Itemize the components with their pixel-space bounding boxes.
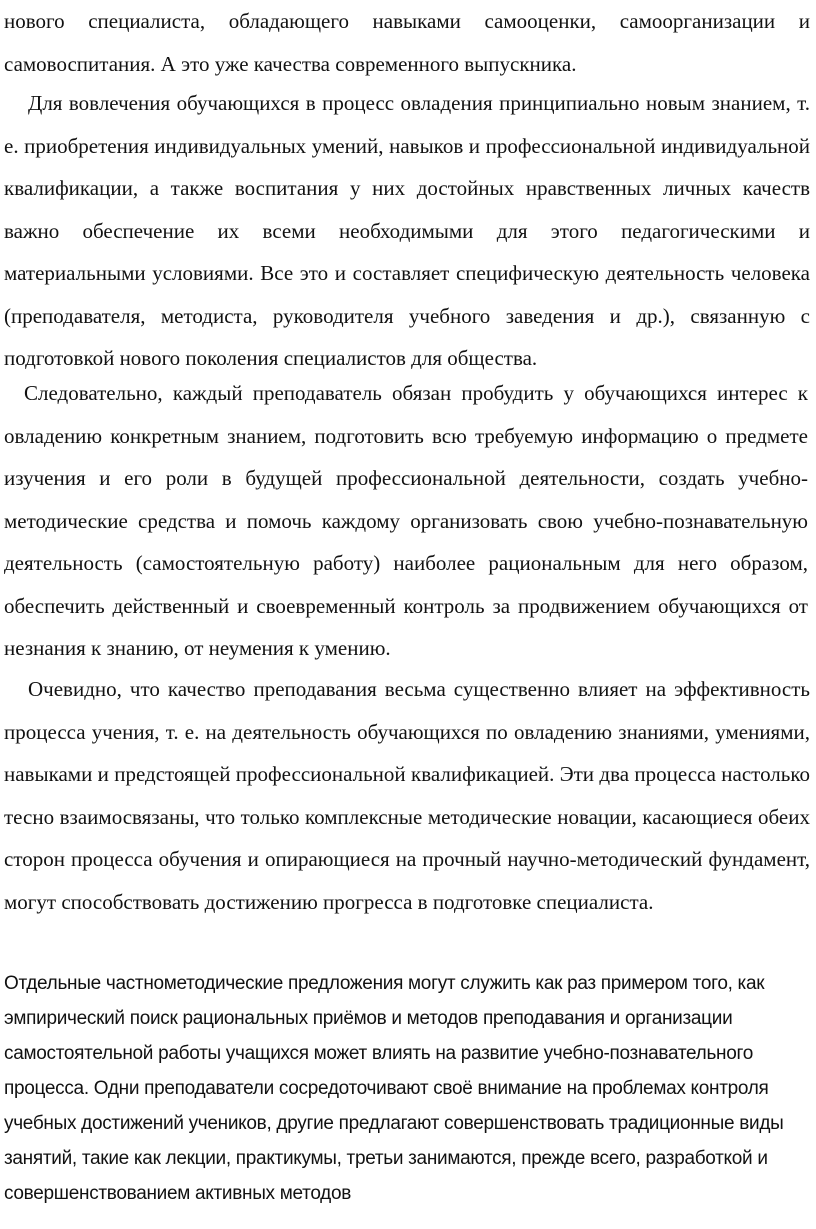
paragraph-5: Отдельные частнометодические предложения могут служить как раз примером того, как эмпирический поиск рациональных приёмов и методов преподавания и организации самостоятельной работы учащихся может влиять на развитие учебно-познавательного процесса. Одни преподаватели сосредоточивают своё внимание на проблемах контроля учебных достижений учеников, другие предлагают совершенствовать традиционные виды занятий, такие как лекции, практикумы, третьи занимаются, прежде всего, разработкой и совершенствованием активных методов bbox=[4, 973, 784, 1204]
paragraph-4: Очевидно, что качество преподавания весьма существенно влияет на эффективность процесса учения, т. е. на деятельность обучающихся по овладению знаниями, умениями, навыками и предстоящей профессиональной квалификацией. Эти два процесса настолько тесно взаимосвязаны, что только комплексные методические новации, касающиеся обеих сторон процесса обучения и опирающиеся на прочный научно-методический фундамент, могут способствовать достижению прогресса в подготовке специалиста. bbox=[4, 677, 810, 914]
paragraph-1: нового специалиста, обладающего навыками самооценки, самоорганизации и самовоспитания. А это уже качества современного выпускника. bbox=[4, 9, 810, 76]
paragraph-3: Следовательно, каждый преподаватель обязан пробудить у обучающихся интерес к овладению конкретным знанием, подготовить всю требуемую информацию о предмете изучения и его роли в будущей профессиональной деятельности, создать учебно-методические средства и помочь каждому организовать свою учебно-познавательную деятельность (самостоятельную работу) наиболее рациональным для него образом, обеспечить действенный и своевременный контроль за продвижением обучающихся от незнания к знанию, от неумения к умению. bbox=[4, 381, 808, 660]
paragraph-2: Для вовлечения обучающихся в процесс овладения принципиально новым знанием, т. е. приобретения индивидуальных умений, навыков и профессиональной индивидуальной квалификации, а также воспитания у них достойных нравственных личных качеств важно обеспечение их всеми необходимыми для этого педагогическими и материальными условиями. Все это и составляет специфическую деятельность человека (преподавателя, методиста, руководителя учебного заведения и др.), связанную с подготовкой нового поколения специалистов для общества. bbox=[4, 91, 810, 370]
